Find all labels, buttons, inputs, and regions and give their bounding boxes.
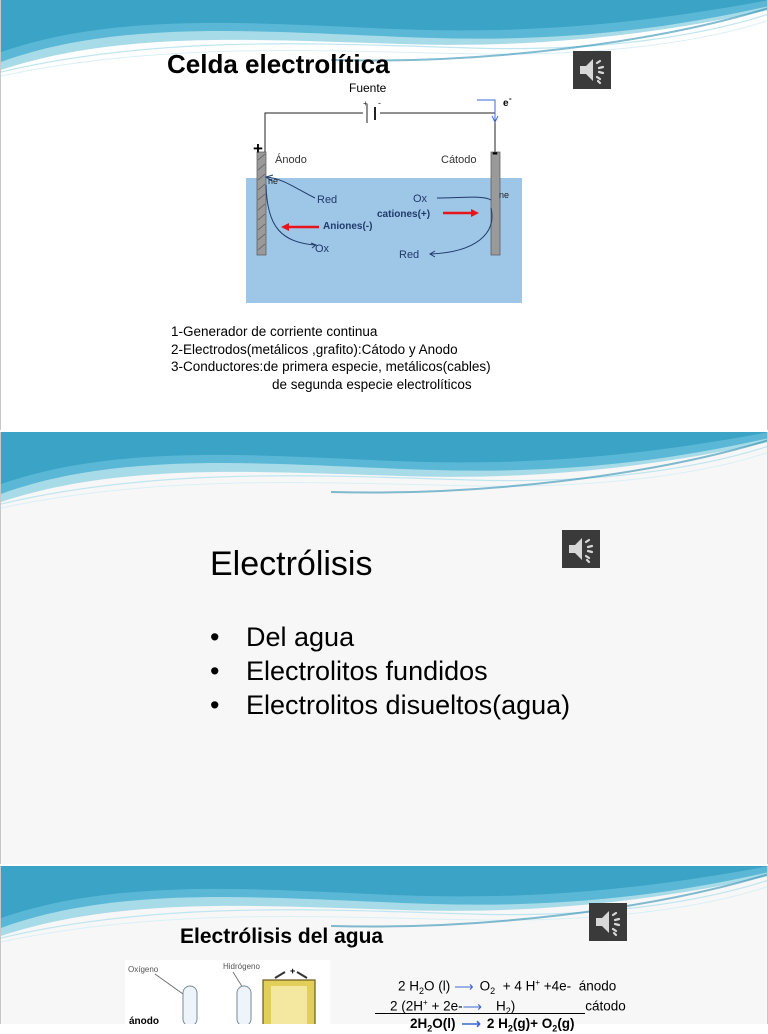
electron-sup: - xyxy=(509,94,512,103)
arrow-icon: ⟶ xyxy=(461,1016,481,1031)
list-item: • Electrolitos fundidos xyxy=(210,656,488,686)
overall-equation: $2H_2O(l)$ ⟶ 2 $H_2(g)+ O_2(g)$ xyxy=(410,1016,575,1034)
list-item: • Del agua xyxy=(210,622,355,652)
ox-left: Ox xyxy=(315,243,330,255)
water-electrolysis-apparatus xyxy=(125,960,330,1024)
list-item: • Electrolitos disueltos(agua) xyxy=(210,690,571,720)
slide-title: Electrólisis xyxy=(210,545,373,583)
oxygen-label: Oxígeno xyxy=(128,965,159,974)
ne-left: ne xyxy=(268,176,279,186)
list-item: de segunda especie electrolíticos xyxy=(272,376,472,392)
hydrogen-label: Hidrógeno xyxy=(223,962,260,971)
components-list xyxy=(171,323,491,393)
list-item: 3-Conductores:de primera especie, metálicos(cables) xyxy=(171,359,491,374)
anode-label: Ánodo xyxy=(275,154,307,166)
hydrogen-tube xyxy=(237,986,251,1024)
anions-label: Aniones(-) xyxy=(323,221,373,232)
bullet-dot: • xyxy=(210,622,220,652)
list-item: 2-Electrodos(metálicos ,grafito):Cátodo y Anodo xyxy=(171,341,458,357)
anode-partial-label: ánodo xyxy=(129,1016,159,1024)
cathode-electrode xyxy=(491,152,500,255)
battery-plus: + xyxy=(363,99,368,108)
header-banner xyxy=(1,432,768,512)
slide-electrolisis-del-agua xyxy=(0,866,768,1024)
speaker-icon[interactable] xyxy=(589,903,627,941)
cathode-sign: - xyxy=(492,142,498,162)
source-label: Fuente xyxy=(349,81,387,95)
cathode-label: Cátodo xyxy=(441,154,477,166)
electrolytic-cell-diagram xyxy=(237,80,527,310)
bullet-list xyxy=(210,620,570,722)
svg-text:+: + xyxy=(290,966,296,976)
bullet-dot: • xyxy=(210,690,220,720)
slide-title: Electrólisis del agua xyxy=(180,925,384,948)
arrow-icon: ⟶ xyxy=(454,978,474,994)
oxygen-tube xyxy=(183,986,197,1024)
electron-label: e xyxy=(503,98,509,109)
header-banner xyxy=(1,866,768,946)
cations-label: cationes(+) xyxy=(377,209,431,220)
red-right: Red xyxy=(399,249,420,261)
red-left: Red xyxy=(317,194,338,206)
anode-equation: 2 $H_2O$ (l) ⟶ $O_2 + 4$ H+ +4e- ánodo xyxy=(398,978,617,997)
slide-title: Celda electrolítica xyxy=(167,49,390,79)
equation-sum-line xyxy=(375,1013,585,1014)
speaker-icon[interactable] xyxy=(562,530,600,568)
list-item: 1-Generador de corriente continua xyxy=(171,324,378,339)
electrolyte-water xyxy=(246,178,522,303)
cathode-equation: 2 (2H+ + 2e-⟶ $H_2$) cátodo xyxy=(390,998,626,1017)
anode-sign: + xyxy=(253,139,263,158)
ox-right: Ox xyxy=(413,193,428,205)
arrow-icon: ⟶ xyxy=(462,998,482,1014)
ne-right: ne xyxy=(499,190,510,200)
battery-minus: - xyxy=(378,98,381,108)
slide-celda-electrolitica xyxy=(0,0,768,430)
speaker-icon[interactable] xyxy=(573,51,611,89)
bullet-dot: • xyxy=(210,656,220,686)
